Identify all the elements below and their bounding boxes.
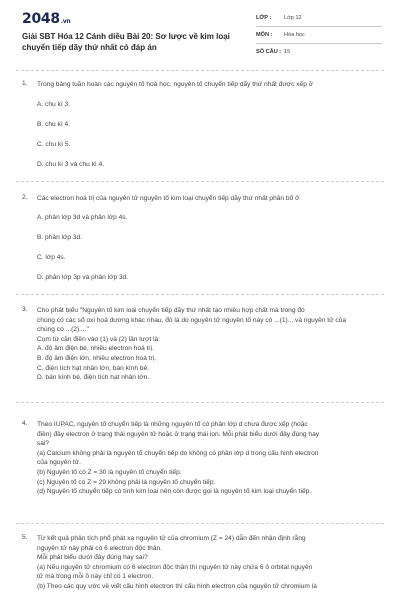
logo-domain-text: .vn (60, 18, 71, 25)
question-number: 4. (22, 420, 28, 427)
question-divider (16, 181, 384, 182)
question-line: điền) đầy electron ở trạng thái nguyên tử hoặc ở trạng thái ion. Mỗi phát biểu dưới đây đúng hay (37, 430, 320, 438)
question-divider (16, 294, 384, 295)
question-number: 5. (22, 534, 28, 541)
answer-option-d[interactable]: D. chu kì 3 và chu kì 4. (37, 161, 105, 168)
class-value: Lớp 12 (284, 15, 302, 21)
question-count-value: 15 (284, 49, 291, 55)
answer-option-c[interactable]: C. chu kì 5. (37, 141, 71, 148)
statement-c[interactable]: (c) Nguyên tố có Z = 29 không phải là nguyên tố chuyển tiếp. (37, 478, 216, 486)
subject-value: Hóa học (284, 32, 305, 38)
answer-option-c[interactable]: C. lớp 4s. (37, 254, 66, 261)
question-text (37, 420, 384, 497)
statement-b[interactable]: (b) Nguyên tố có Z = 30 là nguyên tố chuyển tiếp. (37, 468, 182, 476)
question-line: Mỗi phát biểu dưới đây đúng hay sai? (37, 554, 148, 562)
statement-d[interactable]: (d) Nguyên tố chuyển tiếp có tính kim loại nên còn được gọi là nguyên tố kim loại chuyển tiếp. (37, 488, 312, 496)
question-line: Cho phát biểu "Nguyên tố kim loại chuyển tiếp dãy thứ nhất tạo nhiều hợp chất mà trong đó (37, 307, 305, 314)
answer-option-a[interactable]: A. độ âm điện bé, nhiều electron hoá trị. (37, 345, 154, 353)
page-title: Giải SBT Hóa 12 Cánh diều Bài 20: Sơ lược về kim loại chuyển tiếp dãy thứ nhất có đáp án (22, 32, 230, 52)
answer-option-c[interactable]: C. điện tích hạt nhân lớn, bán kính bé. (37, 364, 150, 372)
header-divider (16, 70, 384, 71)
logo-main-text: 2048 (22, 11, 60, 27)
meta-info (256, 13, 382, 63)
question-text (37, 194, 384, 204)
question-divider (16, 523, 384, 524)
answer-option-d[interactable]: D. phân lớp 3p và phân lớp 3d. (37, 274, 129, 281)
subject-label: MÔN : (256, 32, 273, 38)
answer-option-b[interactable]: B. độ âm điện lớn, nhiều electron hoá trị. (37, 354, 157, 362)
question-line: chúng có ...(2)...." (37, 326, 89, 334)
meta-subject-row (256, 30, 382, 44)
question-line: nguyên tử này phải có 6 electron độc thân. (37, 544, 163, 552)
question-line: sai? (37, 440, 50, 448)
question-text (37, 306, 384, 383)
question-line: Theo IUPAC, nguyên tố chuyển tiếp là những nguyên tố có phân lớp d chưa được xếp (hoặc (37, 421, 308, 428)
question-number: 3. (22, 306, 28, 313)
answer-option-d[interactable]: D. bán kính bé, điện tích hạt nhân lớn. (37, 374, 150, 382)
question-number: 2. (22, 194, 28, 201)
question-line: Trong bảng tuần hoàn các nguyên tố hoá học, nguyên tố chuyển tiếp dãy thứ nhất được xếp ở (37, 81, 314, 88)
answer-option-a[interactable]: A. chu kì 3. (37, 101, 70, 108)
question-text (37, 80, 384, 90)
question-count-label: SỐ CÂU : (256, 49, 282, 55)
statement-b[interactable]: (b) Theo các quy ước về viết cấu hình electron thì cấu hình electron của nguyên tử chromium là (37, 582, 317, 590)
question-line: chúng có các số oxi hoá dương khác nhau, đó là do nguyên tử nguyên tố này có ...(1)... và nguyên tử của (37, 316, 346, 324)
worksheet-header (0, 0, 400, 74)
meta-count-row (256, 47, 382, 60)
question-line: Từ kết quả phân tích phổ phát xạ nguyên tử của chromium (Z = 24) dẫn đến nhận định rằng (37, 535, 306, 542)
question-text (37, 534, 384, 592)
answer-option-a[interactable]: A. phân lớp 3d và phân lớp 4s. (37, 214, 128, 221)
question-number: 1. (22, 80, 28, 87)
statement-a[interactable]: (a) Calcium không phải là nguyên tố chuyển tiếp do không có phân lớp d trong cấu hình electron (37, 449, 319, 457)
statement-a-cont: tử mà trong mỗi ô này chỉ có 1 electron. (37, 573, 154, 581)
question-divider (16, 402, 384, 403)
statement-a[interactable]: (a) Nếu nguyên tử chromium có 6 electron độc thân thì nguyên tử này chứa 6 ô orbital nguyên (37, 563, 313, 571)
class-label: LỚP : (256, 15, 272, 21)
question-line: Cụm từ cần điền vào (1) và (2) lần lượt là: (37, 335, 161, 343)
site-logo[interactable] (22, 11, 70, 27)
statement-a-cont: của nguyên tử. (37, 459, 82, 467)
meta-class-row (256, 13, 382, 27)
answer-option-b[interactable]: B. chu kì 4. (37, 121, 70, 128)
answer-option-b[interactable]: B. phân lớp 3d. (37, 234, 83, 241)
question-line: Các electron hoá trị của nguyên tử nguyên tố kim loại chuyển tiếp dãy thứ nhất phân bố ở (37, 195, 300, 202)
